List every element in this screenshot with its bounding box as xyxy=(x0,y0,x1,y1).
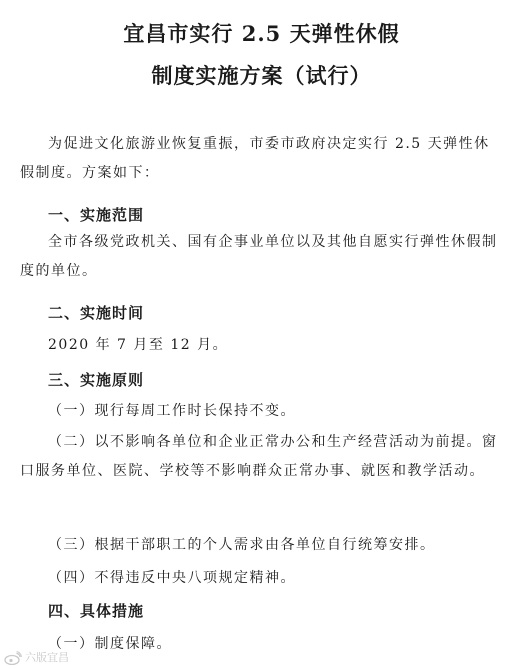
measure-item-1: （一）制度保障。 xyxy=(48,636,172,652)
principle-item-1: （一）现行每周工作时长保持不变。 xyxy=(48,403,296,419)
principle-item-3: （三）根据干部职工的个人需求由各单位自行统筹安排。 xyxy=(48,537,436,553)
section-heading-scope: 一、实施范围 xyxy=(48,206,145,224)
section-heading-principles: 三、实施原则 xyxy=(48,371,145,389)
document-title-line-2: 制度实施方案（试行） xyxy=(151,63,372,88)
principle-item-2: （二）以不影响各单位和企业正常办公和生产经营活动为前提。窗口服务单位、医院、学校等不影响群众正常办事、就医和教学活动。 xyxy=(20,434,498,479)
weibo-watermark xyxy=(4,650,69,666)
scope-paragraph: 全市各级党政机关、国有企事业单位以及其他自愿实行弹性休假制度的单位。 xyxy=(20,234,498,279)
time-paragraph: 2020 年 7 月至 12 月。 xyxy=(48,337,229,353)
intro-paragraph: 为促进文化旅游业恢复重振，市委市政府决定实行 2.5 天弹性休假制度。方案如下： xyxy=(20,136,490,181)
weibo-logo-icon xyxy=(4,651,22,665)
principle-item-4: （四）不得违反中央八项规定精神。 xyxy=(48,570,296,586)
watermark-text: 六版宜昌 xyxy=(25,651,69,664)
document-title-line-1: 宜昌市实行 2.5 天弹性休假 xyxy=(123,21,400,46)
section-heading-time: 二、实施时间 xyxy=(48,304,145,322)
section-heading-measures: 四、具体措施 xyxy=(48,602,145,620)
